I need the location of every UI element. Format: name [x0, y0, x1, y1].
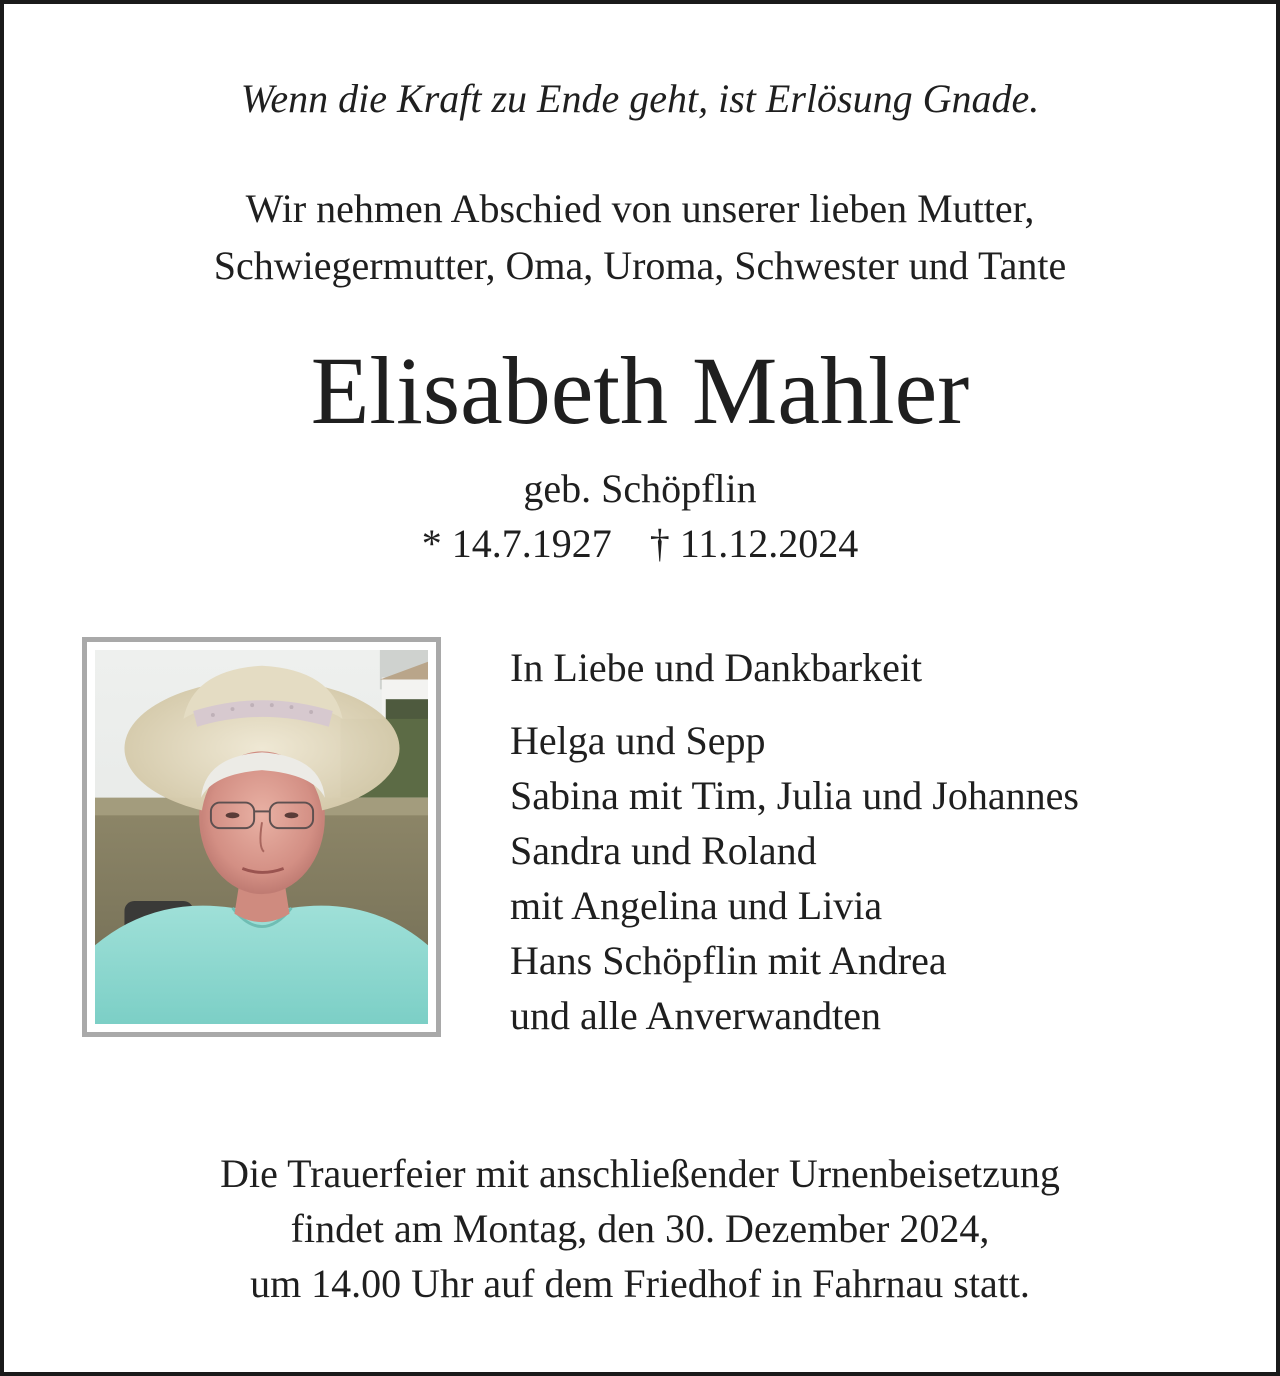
intro-text: [4, 180, 1276, 294]
motto: Wenn die Kraft zu Ende geht, ist Erlösung Gnade.: [240, 76, 1040, 121]
intro-line-1: Wir nehmen Abschied von unserer lieben Mutter,: [245, 186, 1035, 231]
death-date: † 11.12.2024: [649, 521, 859, 566]
mourner-line: Helga und Sepp: [510, 718, 766, 763]
birth-name: geb. Schöpflin: [523, 466, 757, 511]
ceremony-line-1: Die Trauerfeier mit anschließender Urnenbeisetzung: [220, 1151, 1060, 1196]
ceremony-line-3: um 14.00 Uhr auf dem Friedhof in Fahrnau statt.: [250, 1261, 1030, 1306]
ceremony-info: [4, 1146, 1276, 1311]
life-dates: [4, 518, 1276, 570]
mourners-heading: In Liebe und Dankbarkeit: [510, 645, 923, 690]
mourner-line: Sandra und Roland: [510, 828, 817, 873]
deceased-name: Elisabeth Mahler: [310, 337, 970, 444]
portrait-photo-frame: [82, 637, 441, 1037]
mourner-line: mit Angelina und Livia: [510, 883, 883, 928]
ceremony-line-2: findet am Montag, den 30. Dezember 2024,: [290, 1206, 990, 1251]
mourner-line: und alle Anverwandten: [510, 993, 881, 1038]
intro-line-2: Schwiegermutter, Oma, Uroma, Schwester und Tante: [213, 243, 1067, 288]
birth-date: * 14.7.1927: [421, 521, 612, 566]
mourner-line: Sabina mit Tim, Julia und Johannes: [510, 773, 1079, 818]
portrait-photo: [95, 650, 428, 1024]
mourner-line: Hans Schöpflin mit Andrea: [510, 938, 947, 983]
mourners-list: [510, 640, 1079, 1043]
